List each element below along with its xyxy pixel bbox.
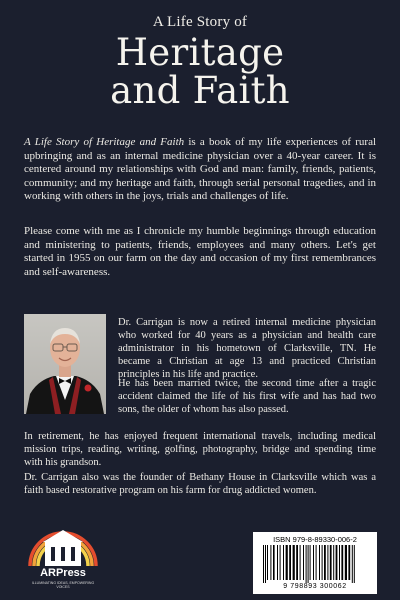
barcode-number: 9 798893 300062: [283, 583, 347, 590]
isbn-barcode: [253, 532, 377, 594]
publisher-emblem-icon: [26, 514, 100, 570]
publisher-tagline: ILLUMINATING IDEAS, EMPOWERING VOICES: [31, 581, 95, 589]
author-photo: [24, 314, 106, 414]
author-bio-4: Dr. Carrigan also was the founder of Bethany House in Clarksville which was a faith based restorative program on his farm for drug addicted women.: [24, 472, 376, 496]
title-line-2: and Faith: [110, 69, 290, 112]
author-bio-1: Dr. Carrigan is now a retired internal medicine physician who worked for 40 years as a physician and health care administrator in his hometown of Clarksville, TN. He became a Christian at age 13 and practiced Christian principles in his life and practice.: [118, 317, 376, 380]
author-bio-2: He has been married twice, the second time after a tragic accident claimed the life of his first wife and has had two sons, the older of whom has also passed.: [118, 378, 376, 415]
isbn-label: ISBN 979-8-89330-006-2: [273, 535, 357, 544]
intro-paragraph-1: [24, 136, 376, 204]
title-prefix: A Life Story of: [152, 14, 248, 30]
book-title: [0, 31, 400, 112]
author-bio-3: In retirement, he has enjoyed frequent international travels, including medical mission trips, reading, writing, golfing, photography, bridge and spending time with his grandson.: [24, 431, 376, 468]
intro-paragraph-1-text: is a book of my life experiences of rural upbringing and as an internal medicine physician over a 40-year career. It is centered around my relationships with God and man: family, friends, patients, community; and my heritage and faith, through serial personal tragedies, and in working with others in the joys, trials and challenges of life.: [24, 136, 377, 203]
intro-paragraph-2: Please come with me as I chronicle my humble beginnings through education and ministering to patients, friends, employees and many others. Let's get started in 1955 on our farm on the day and occasion of my first remembrances and self-awareness.: [24, 225, 376, 278]
intro-book-title: A Life Story of Heritage and Faith: [24, 136, 185, 148]
title-line-1: Heritage: [115, 31, 285, 74]
publisher-name: ARPress: [40, 567, 86, 579]
